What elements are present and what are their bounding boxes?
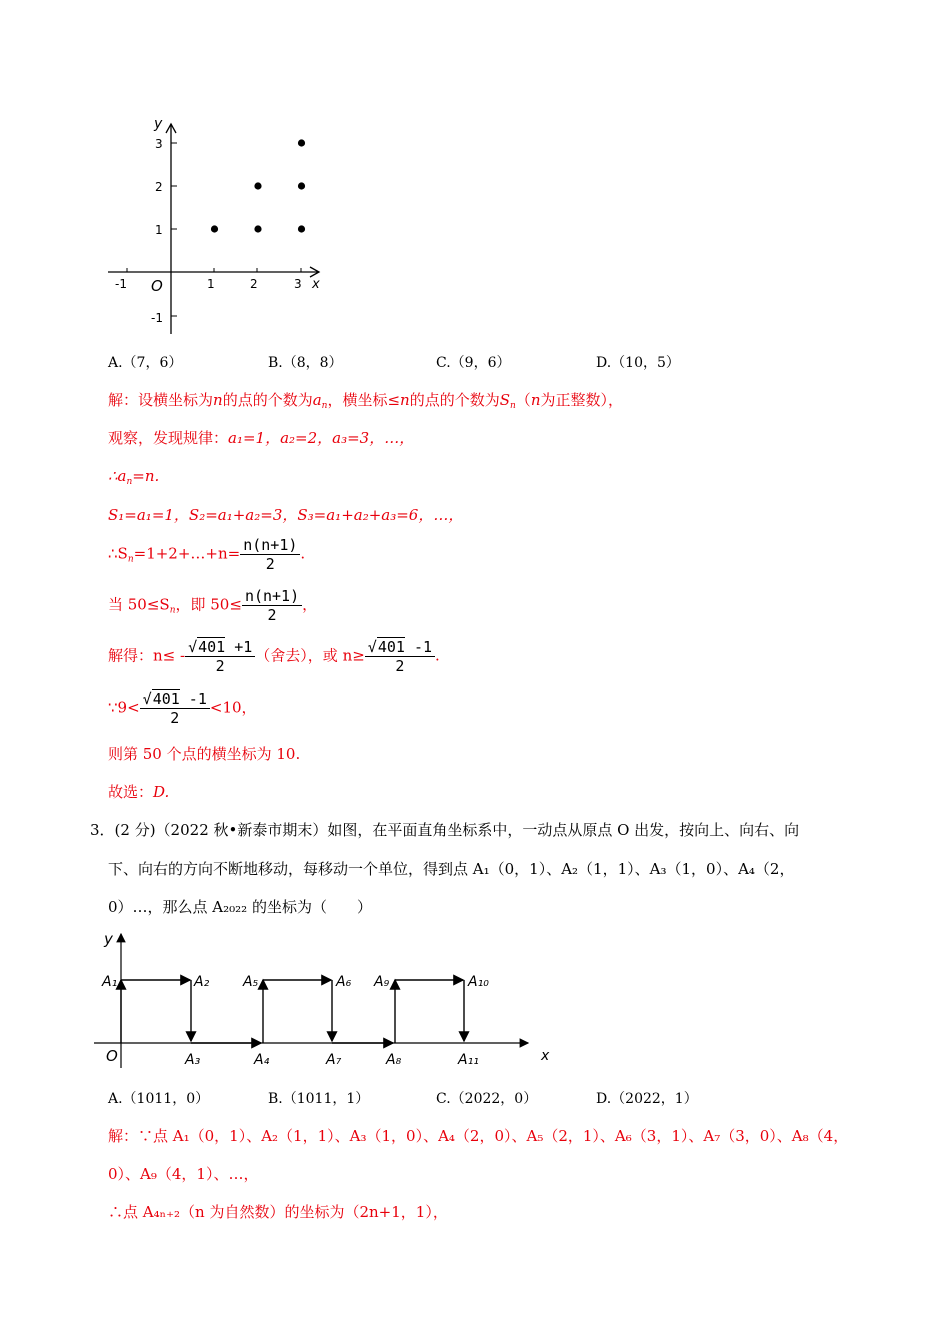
option-c[interactable]: C.（9，6） — [436, 355, 511, 371]
solution-line: 则第 50 个点的横坐标为 10. — [108, 745, 301, 763]
dot-pattern-graph — [100, 112, 340, 337]
option-d[interactable]: D.（2022，1） — [596, 1091, 698, 1107]
point-label: A₁₁ — [458, 1052, 479, 1068]
solution-line: ∴点 A₄ₙ₊₂（n 为自然数）的坐标为（2n+1，1）， — [108, 1203, 448, 1221]
option-a[interactable]: A.（1011，0） — [108, 1091, 210, 1107]
x-axis-label: x — [541, 1048, 550, 1064]
option-a[interactable]: A.（7，6） — [108, 355, 183, 371]
point-label: A₅ — [243, 974, 259, 990]
graph-dot — [298, 225, 305, 232]
question-stem: 0）…，那么点 A₂₀₂₂ 的坐标为（ ） — [108, 898, 372, 916]
option-b[interactable]: B.（1011，1） — [268, 1091, 370, 1107]
point-label: A₁ — [102, 974, 118, 990]
path-diagram — [92, 928, 562, 1073]
point-label: A₇ — [326, 1052, 342, 1068]
x-tick-label: 2 — [250, 277, 258, 291]
point-label: A₂ — [194, 974, 210, 990]
solution-line: $\therefore S_n=1+2+\dots+n=$ $\frac{n(n+1)}{2}$ . — [108, 536, 306, 573]
point-label: A₃ — [185, 1052, 201, 1068]
graph-dot — [298, 182, 305, 189]
solution-line: 当 $50\le S_n$，即 50≤ $\frac{n(n+1)}{2}$ ， — [108, 587, 318, 624]
solution-line: S₁=a₁=1，S₂=a₁+a₂=3，S₃=a₁+a₂+a₃=6，…， — [108, 506, 464, 524]
y-tick-label: 1 — [155, 223, 163, 237]
point-label: A₁₀ — [468, 974, 489, 990]
origin-label: O — [151, 277, 163, 295]
point-label: A₄ — [254, 1052, 270, 1068]
x-axis-label: x — [312, 277, 320, 292]
y-tick-label: 2 — [155, 180, 163, 194]
solution-line: 解得：n≤ - $\frac{√401 +1}{2}$ （舍去），或 n≥ $\frac{√401 -1}{2}$ . — [108, 638, 440, 675]
x-tick-label: 1 — [207, 277, 215, 291]
point-label: A₆ — [336, 974, 352, 990]
option-b[interactable]: B.（8，8） — [268, 355, 343, 371]
y-axis-label: y — [154, 116, 163, 132]
question-stem: 下、向右的方向不断地移动，每移动一个单位，得到点 A₁（0，1）、A₂（1，1）、A₃（1，0）、A₄（2， — [108, 860, 795, 878]
solution-line: ∵9< $\frac{√401 -1}{2}$ <10， — [108, 690, 257, 727]
graph-dot — [254, 182, 261, 189]
point-label: A₉ — [374, 974, 390, 990]
origin-label: O — [106, 1047, 118, 1065]
question-stem: 3．(2 分)（2022 秋•新泰市期末）如图，在平面直角坐标系中，一动点从原点 O 出发，按向上、向右、向 — [90, 821, 800, 839]
x-tick-label: 3 — [294, 277, 302, 291]
solution-line: 解：设横坐标为n的点的个数为$a_n$，横坐标≤n的点的个数为$S_n(n$为正整数）， — [108, 391, 623, 411]
solution-line: 观察，发现规律：a₁=1，a₂=2，a₃=3，…， — [108, 429, 415, 447]
graph-dot — [298, 139, 305, 146]
solution-line: 0）、A₉（4，1）、…， — [108, 1165, 259, 1183]
solution-line: $\therefore a_n=n$. — [108, 467, 160, 487]
solution-line: 故选：D. — [108, 783, 170, 801]
graph-dot — [254, 225, 261, 232]
x-tick-label: -1 — [115, 277, 127, 291]
option-c[interactable]: C.（2022，0） — [436, 1091, 538, 1107]
solution-line: 解：∵点 A₁（0，1）、A₂（1，1）、A₃（1，0）、A₄（2，0）、A₅（2，1）、A₆（3，1）、A₇（3，0）、A₈（4， — [108, 1127, 849, 1145]
y-tick-label: 3 — [155, 137, 163, 151]
option-d[interactable]: D.（10，5） — [596, 355, 680, 371]
graph-dot — [211, 225, 218, 232]
point-label: A₈ — [386, 1052, 402, 1068]
y-axis-label: y — [104, 930, 113, 948]
y-tick-label: -1 — [151, 311, 163, 325]
